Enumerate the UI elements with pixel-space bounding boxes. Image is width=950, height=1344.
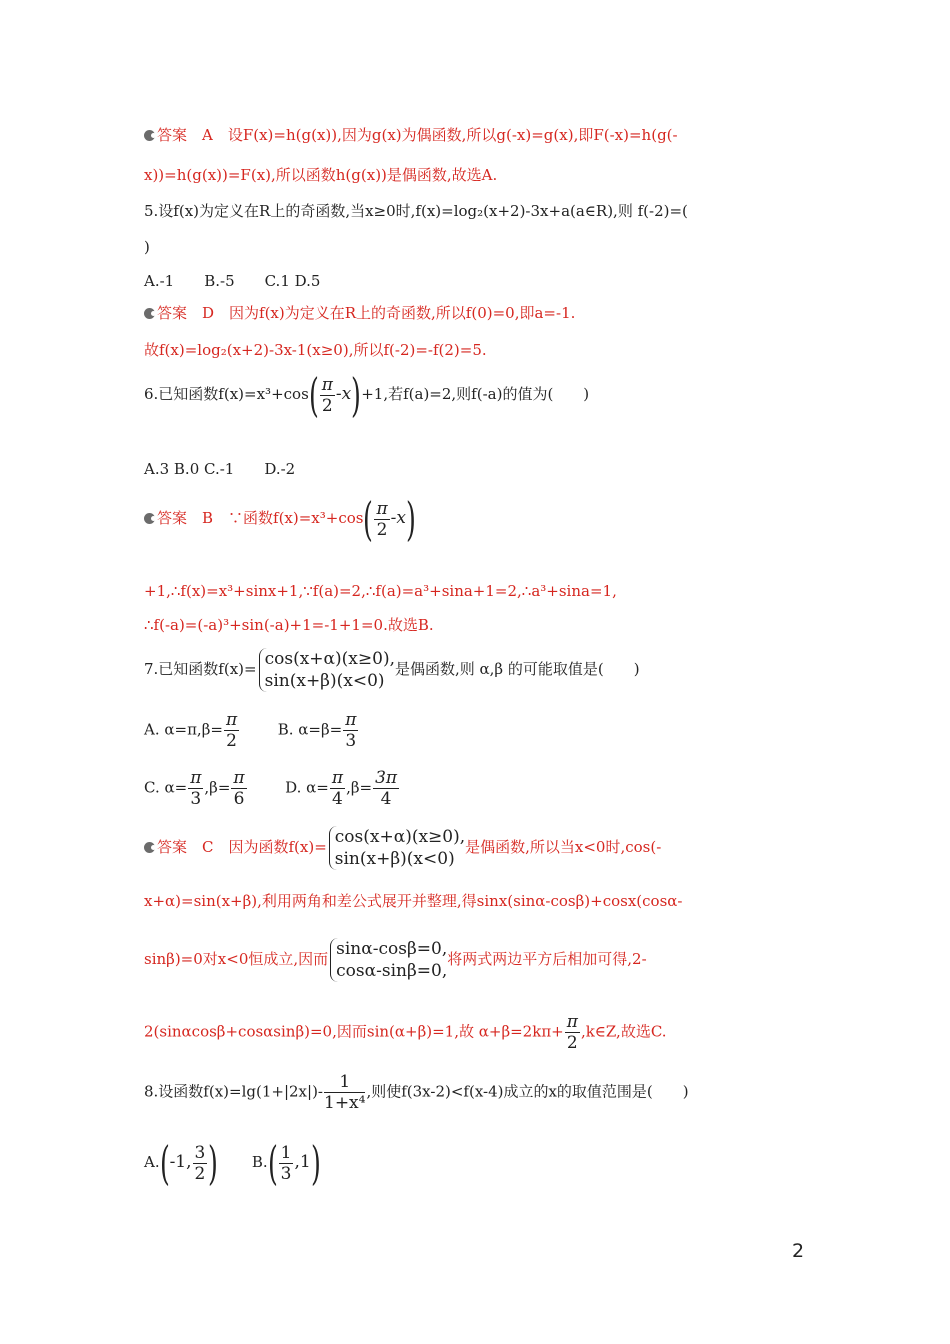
answer-marker-icon [144, 842, 155, 853]
equation-system: sinα-cosβ=0, cosα-sinβ=0, [330, 938, 447, 982]
fraction-1-over-1-plus-x4: $\frac{1}{\text{1+x⁴}}$ [324, 1072, 366, 1113]
piecewise-system: cos(x+α)(x≥0), sin(x+β)(x<0) [329, 826, 465, 870]
right-paren: ) [351, 368, 362, 422]
left-paren: ( [308, 368, 319, 422]
question-5-line-2: ) [144, 238, 150, 256]
answer-7-line-3: sinβ)=0对x<0恒成立,因而 sinα-cosβ=0, cosα-sinβ=0, 将两式两边平方后相加可得,2- [144, 939, 647, 981]
question-6-options: A.3 B.0 C.-1 D.-2 [144, 460, 296, 478]
answer-5-line-1: 答案 D 因为f(x)为定义在R上的奇函数,所以f(0)=0,即a=-1. [144, 302, 575, 324]
question-5-options: A.-1 B.-5 C.1 D.5 [144, 272, 321, 290]
fraction-pi-over-2: $\frac{\pi}{2}$ [376, 498, 388, 540]
answer-5-line-2: 故f(x)=log₂(x+2)-3x-1(x≥0),所以f(-2)=-f(2)=5. [144, 341, 487, 359]
question-7-options-cd: C. α= $\frac{\pi}{3}$ ,β= $\frac{\pi}{6}$ D. α= $\frac{\pi}{4}$ ,β= $\frac{3\pi}{4}$ [144, 768, 398, 809]
fraction-pi-over-6: $\frac{\pi}{6}$ [233, 768, 245, 809]
question-8-stem: 8.设函数f(x)=lg(1+|2x|)- $\frac{1}{\text{1+x⁴}}$ ,则使f(3x-2)<f(x-4)成立的x的取值范围是( ) [144, 1072, 689, 1113]
answer-6-line-2: +1,∴f(x)=x³+sinx+1,∵f(a)=2,∴f(a)=a³+sina+1=2,∴a³+sina=1, [144, 582, 617, 600]
left-paren: ( [159, 1136, 170, 1190]
fraction-pi-over-2: $\frac{\pi}{2}$ [225, 710, 238, 751]
answer-7-line-2: x+α)=sin(x+β),利用两角和差公式展开并整理,得sinx(sinα-cosβ)+cosx(cosα- [144, 892, 683, 910]
right-paren: ) [310, 1136, 321, 1190]
answer-6-line-1: 答案 B ∵函数f(x)=x³+cos( $\frac{\pi}{2}$ -x) [144, 496, 416, 542]
fraction-pi-over-3: $\frac{\pi}{3}$ [345, 710, 357, 751]
left-paren: ( [267, 1136, 278, 1190]
question-5-line-1: 5.设f(x)为定义在R上的奇函数,当x≥0时,f(x)=log₂(x+2)-3x+a(a∈R),则 f(-2)=( [144, 202, 688, 220]
fraction-3pi-over-4: $\frac{3\pi}{4}$ [375, 768, 398, 809]
answer-marker-icon [144, 513, 155, 524]
answer-marker-icon [144, 308, 155, 319]
page-number: 2 [792, 1240, 805, 1262]
answer-4-line-2: x))=h(g(x))=F(x),所以函数h(g(x))是偶函数,故选A. [144, 166, 498, 184]
right-paren: ) [406, 492, 416, 546]
answer-marker-icon [144, 130, 155, 141]
fraction-pi-over-3: $\frac{\pi}{3}$ [190, 768, 202, 809]
fraction-1-over-3: $\frac{1}{3}$ [280, 1142, 292, 1184]
answer-4-line-1: 答案 A 设F(x)=h(g(x)),因为g(x)为偶函数,所以g(-x)=g(x),即F(-x)=h(g(- [144, 124, 678, 146]
right-paren: ) [208, 1136, 219, 1190]
question-7-options-ab: A. α=π,β= $\frac{\pi}{2}$ B. α=β= $\frac{\pi}{3}$ [144, 710, 357, 751]
piecewise-system: cos(x+α)(x≥0), sin(x+β)(x<0) [259, 648, 395, 692]
answer-6-line-3: ∴f(-a)=(-a)³+sin(-a)+1=-1+1=0.故选B. [144, 616, 434, 634]
fraction-3-over-2: $\frac{3}{2}$ [194, 1142, 206, 1184]
fraction-pi-over-2: $\frac{\pi}{2}$ [566, 1012, 578, 1053]
question-6-stem: 6.已知函数f(x)=x³+cos( $\frac{\pi}{2}$ -x)+1,若f(a)=2,则f(-a)的值为( ) [144, 368, 590, 422]
answer-7-line-4: 2(sinαcosβ+cosαsinβ)=0,因而sin(α+β)=1,故 α+β=2kπ+ $\frac{\pi}{2}$ ,k∈Z,故选C. [144, 1012, 667, 1053]
left-paren: ( [363, 492, 374, 546]
question-7-stem: 7.已知函数f(x)= cos(x+α)(x≥0), sin(x+β)(x<0) 是偶函数,则 α,β 的可能取值是( ) [144, 649, 640, 691]
fraction-pi-over-2: $\frac{\pi}{2}$ [321, 374, 333, 416]
question-8-options: A.(-1, $\frac{3}{2}$ ) B.( $\frac{1}{3}$ ,1) [144, 1136, 321, 1190]
answer-7-line-1: 答案 C 因为函数f(x)= cos(x+α)(x≥0), sin(x+β)(x<0) 是偶函数,所以当x<0时,cos(- [144, 826, 661, 870]
fraction-pi-over-4: $\frac{\pi}{4}$ [331, 768, 344, 809]
